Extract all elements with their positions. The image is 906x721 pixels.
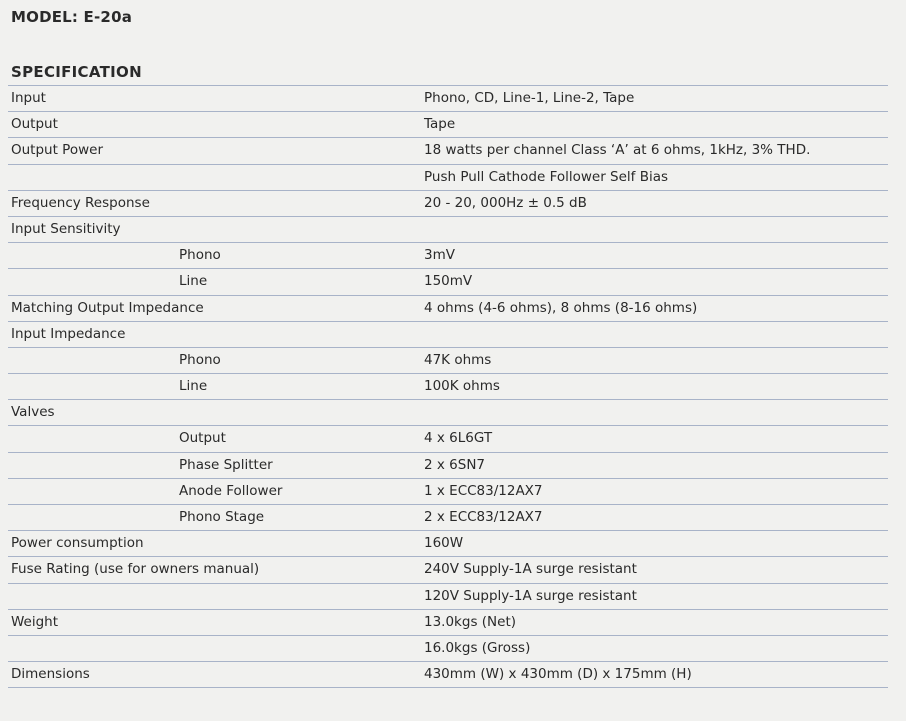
spec-value: 4 ohms (4-6 ohms), 8 ohms (8-16 ohms)	[424, 299, 698, 316]
spec-sublabel: Phono Stage	[179, 509, 265, 525]
spec-row	[8, 505, 888, 531]
spec-value: 4 x 6L6GT	[424, 430, 493, 447]
spec-row	[8, 243, 888, 269]
specification-heading: SPECIFICATION	[8, 60, 888, 86]
specification-table	[8, 60, 888, 688]
spec-value: 18 watts per channel Class ‘A’ at 6 ohms, 1kHz, 3% THD.	[424, 142, 811, 159]
spec-row	[8, 374, 888, 400]
spec-value: 160W	[424, 535, 464, 552]
spec-value: 3mV	[424, 247, 455, 264]
spec-label: Dimensions	[11, 666, 90, 683]
spec-value: 120V Supply-1A surge resistant	[424, 587, 637, 604]
spec-row	[8, 296, 888, 322]
spec-sublabel: Output	[179, 430, 226, 447]
spec-value: 240V Supply-1A surge resistant	[424, 561, 637, 578]
spec-label: Input Sensitivity	[11, 220, 121, 237]
spec-value: Phono, CD, Line-1, Line-2, Tape	[424, 90, 635, 106]
spec-label: Valves	[11, 404, 55, 421]
spec-row	[8, 453, 888, 479]
spec-sublabel: Line	[179, 378, 208, 395]
spec-sublabel: Anode Follower	[179, 482, 283, 499]
spec-label: Input Impedance	[11, 325, 126, 342]
spec-row	[8, 400, 888, 426]
spec-row	[8, 86, 888, 112]
spec-value: 16.0kgs (Gross)	[424, 639, 531, 656]
model-title: MODEL: E-20a	[11, 8, 133, 26]
spec-row	[8, 348, 888, 374]
spec-row	[8, 269, 888, 295]
spec-value: Push Pull Cathode Follower Self Bias	[424, 168, 669, 185]
spec-sublabel: Line	[179, 273, 208, 290]
spec-label: Fuse Rating (use for owners manual)	[11, 561, 260, 578]
spec-label: Output Power	[11, 142, 104, 159]
spec-value: 20 - 20, 000Hz ± 0.5 dB	[424, 194, 587, 211]
spec-row	[8, 584, 888, 610]
spec-sublabel: Phono	[179, 351, 221, 368]
spec-label: Matching Output Impedance	[11, 299, 204, 316]
spec-row	[8, 426, 888, 452]
spec-row	[8, 191, 888, 217]
spec-label: Frequency Response	[11, 194, 150, 211]
spec-row	[8, 217, 888, 243]
spec-value: 100K ohms	[424, 378, 500, 395]
spec-value: 2 x 6SN7	[424, 456, 486, 473]
spec-row	[8, 322, 888, 348]
spec-value: 150mV	[424, 273, 473, 290]
spec-value: 13.0kgs (Net)	[424, 613, 517, 630]
spec-label: Input	[11, 90, 46, 106]
spec-row	[8, 138, 888, 164]
spec-value: Tape	[424, 116, 456, 133]
spec-row	[8, 531, 888, 557]
spec-row	[8, 112, 888, 138]
spec-label: Weight	[11, 613, 59, 630]
spec-row	[8, 610, 888, 636]
spec-row	[8, 557, 888, 583]
spec-value: 430mm (W) x 430mm (D) x 175mm (H)	[424, 666, 692, 683]
spec-sublabel: Phono	[179, 247, 221, 264]
spec-value: 2 x ECC83/12AX7	[424, 509, 543, 525]
spec-label: Output	[11, 116, 58, 133]
spec-row	[8, 165, 888, 191]
spec-label: Power consumption	[11, 535, 144, 552]
spec-row	[8, 636, 888, 662]
spec-row	[8, 662, 888, 688]
spec-value: 47K ohms	[424, 351, 492, 368]
spec-row	[8, 479, 888, 505]
spec-value: 1 x ECC83/12AX7	[424, 482, 543, 499]
spec-sublabel: Phase Splitter	[179, 456, 273, 473]
